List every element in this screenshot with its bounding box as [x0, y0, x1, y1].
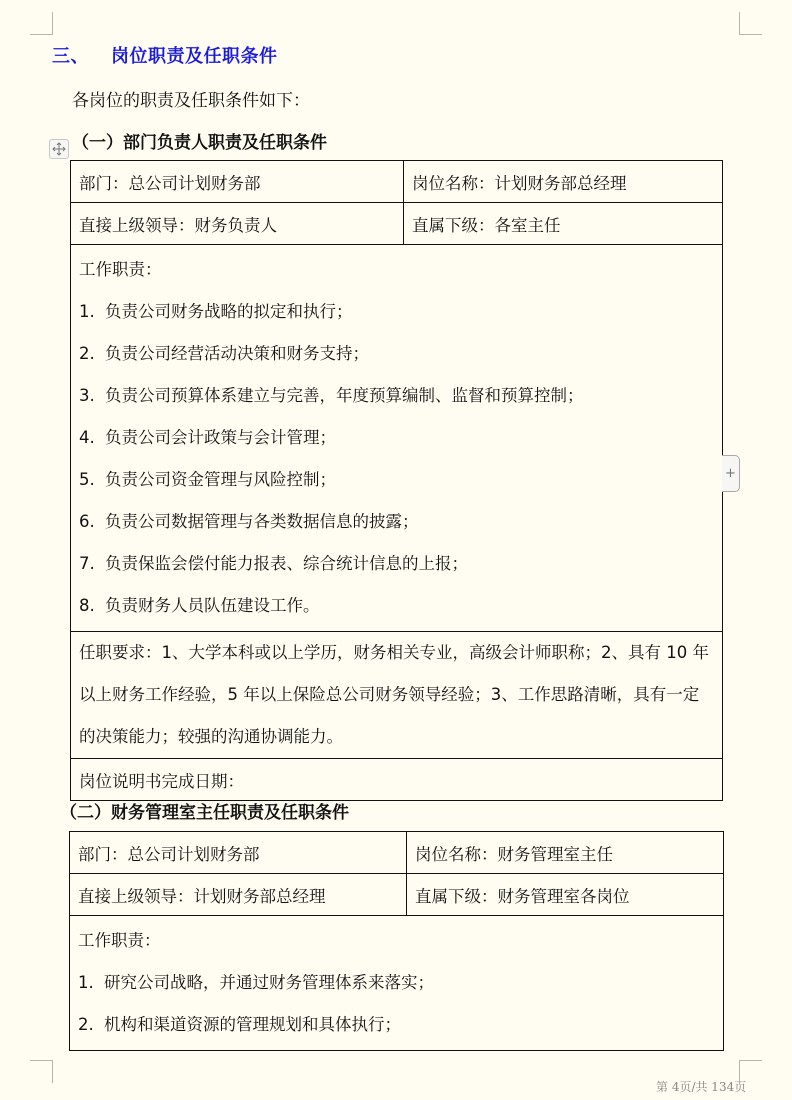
duty-item: 2. 负责公司经营活动决策和财务支持； [79, 344, 369, 363]
department-cell[interactable]: 部门：总公司计划财务部 [70, 832, 407, 874]
table-move-handle[interactable] [49, 139, 69, 159]
add-column-button[interactable] [722, 455, 740, 492]
duty-item: 1. 负责公司财务战略的拟定和执行； [79, 302, 353, 321]
section-heading [52, 42, 278, 68]
subheading-position-2: （二）财务管理室主任职责及任职条件 [60, 803, 349, 823]
section-number: 三、 [52, 46, 89, 67]
duty-item: 2. 机构和渠道资源的管理规划和具体执行； [78, 1015, 401, 1034]
subheading-position-1: （一）部门负责人职责及任职条件 [72, 133, 327, 153]
position-name-cell[interactable]: 岗位名称：计划财务部总经理 [404, 161, 723, 203]
subordinates-cell[interactable]: 直属下级：各室主任 [404, 203, 723, 245]
requirements-cell[interactable]: 任职要求：1、大学本科或以上学历，财务相关专业，高级会计师职称；2、具有 10 年以上财务工作经验，5 年以上保险总公司财务领导经验；3、工作思路清晰，具有一定的决策能力；较强的沟通协调能力。 [71, 632, 723, 759]
duty-item: 1. 研究公司战略，并通过财务管理体系来落实； [78, 973, 434, 992]
duty-item: 6. 负责公司数据管理与各类数据信息的披露； [79, 512, 419, 531]
position-name-cell[interactable]: 岗位名称：财务管理室主任 [407, 832, 724, 874]
superior-cell[interactable]: 直接上级领导：计划财务部总经理 [70, 874, 407, 916]
duty-item: 7. 负责保监会偿付能力报表、综合统计信息的上报； [79, 554, 468, 573]
department-cell[interactable]: 部门：总公司计划财务部 [71, 161, 404, 203]
section-title-text: 岗位职责及任职条件 [111, 46, 278, 67]
intro-paragraph: 各岗位的职责及任职条件如下： [72, 91, 310, 111]
plus-icon: + [725, 466, 736, 481]
duty-item: 8. 负责财务人员队伍建设工作。 [79, 596, 320, 615]
duty-item: 5. 负责公司资金管理与风险控制； [79, 470, 336, 489]
duties-label: 工作职责： [78, 931, 161, 950]
duties-cell[interactable] [70, 916, 724, 1051]
page-number-indicator: 第 4页/共 134页 [656, 1080, 747, 1094]
duty-item: 3. 负责公司预算体系建立与完善，年度预算编制、监督和预算控制； [79, 386, 584, 405]
superior-cell[interactable]: 直接上级领导：财务负责人 [71, 203, 404, 245]
page-corner-mark-bottom-left [30, 1060, 53, 1083]
subordinates-cell[interactable]: 直属下级：财务管理室各岗位 [407, 874, 724, 916]
page-corner-mark-top-left [30, 12, 53, 35]
duties-label: 工作职责： [79, 260, 162, 279]
job-description-table-1 [70, 160, 723, 801]
duties-cell[interactable] [71, 245, 723, 632]
job-description-table-2 [69, 831, 724, 1051]
duty-item: 4. 负责公司会计政策与会计管理； [79, 428, 336, 447]
move-arrows-icon [52, 142, 66, 156]
completion-date-cell[interactable]: 岗位说明书完成日期： [71, 759, 723, 801]
page-corner-mark-top-right [739, 12, 762, 35]
